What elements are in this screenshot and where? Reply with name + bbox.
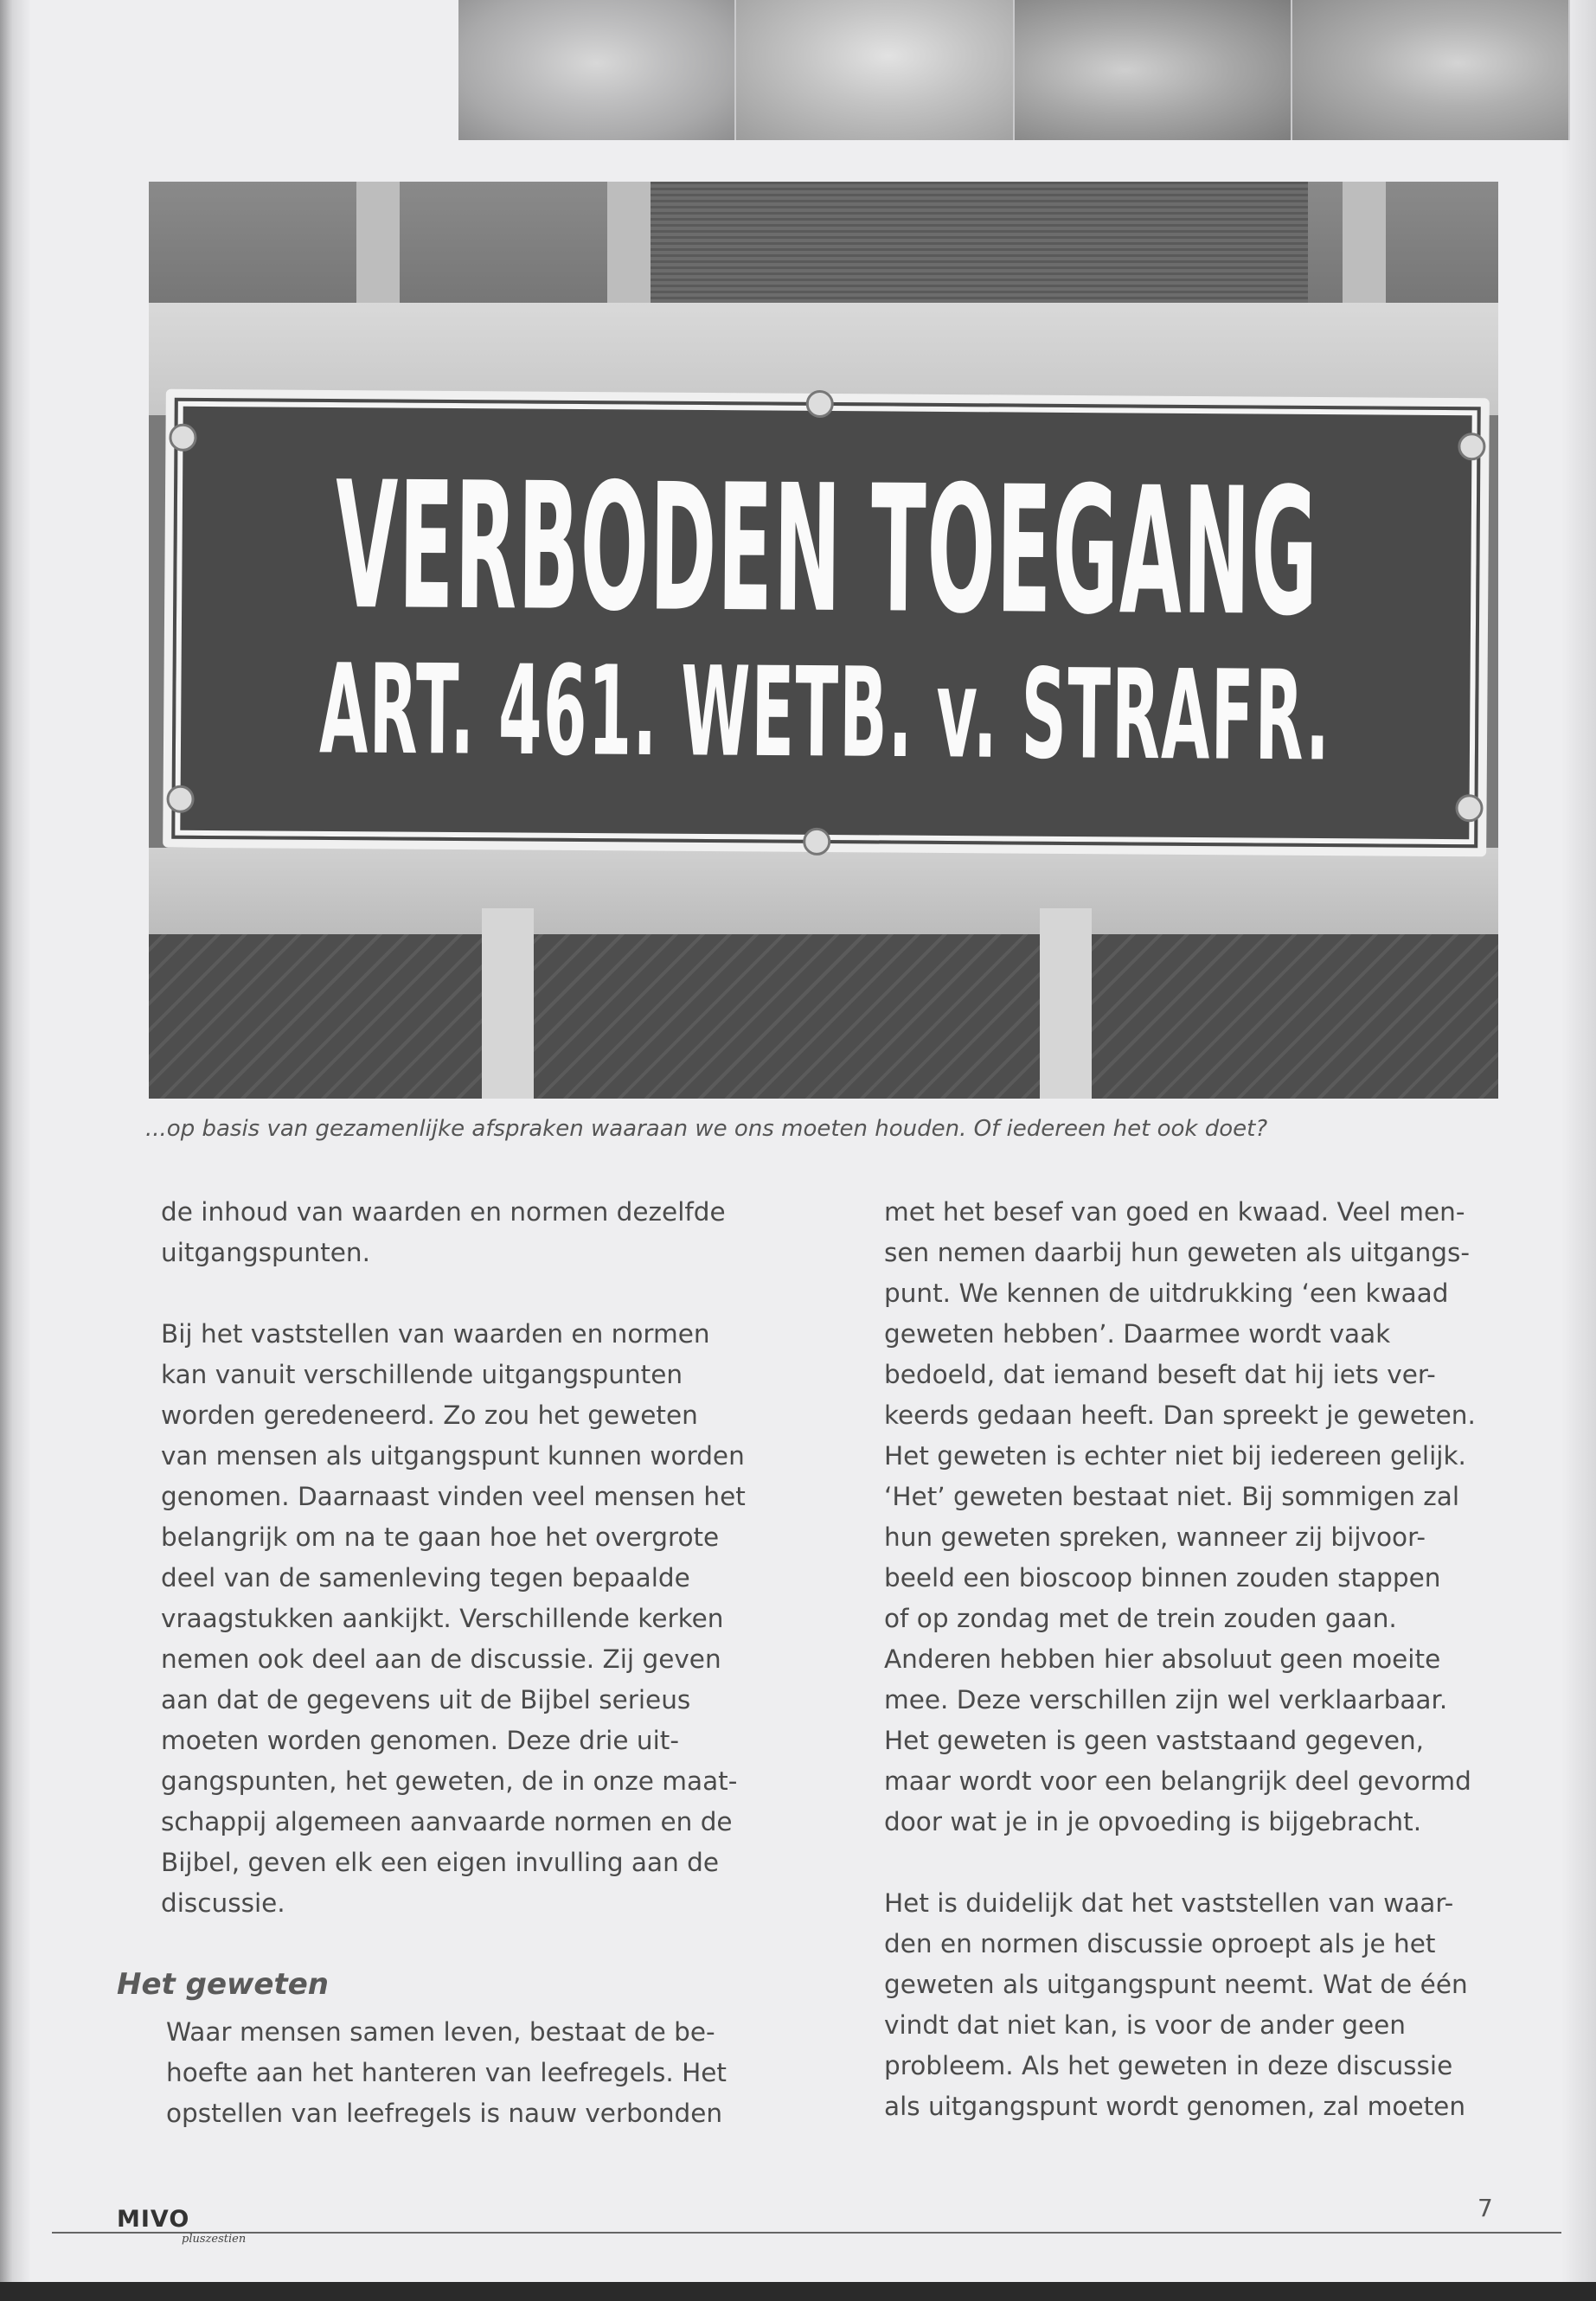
- header-photo: [458, 0, 736, 140]
- photo-rail-lower: [149, 848, 1498, 934]
- text-line: door wat je in je opvoeding is bijgebracht.: [884, 1807, 1422, 1836]
- header-photo: [1015, 0, 1292, 140]
- header-photo: [1292, 0, 1570, 140]
- text-line: opstellen van leefregels is nauw verbonden: [166, 2099, 723, 2128]
- text-line: keerds gedaan heeft. Dan spreekt je geweten.: [884, 1400, 1476, 1430]
- right-column: [884, 1192, 1507, 2127]
- publisher-logo: MIVO: [117, 2206, 190, 2233]
- photo-pavement: [149, 926, 1498, 1099]
- text-line: met het besef van goed en kwaad. Veel men-: [884, 1197, 1465, 1227]
- text-line: geweten hebben’. Daarmee wordt vaak: [884, 1319, 1391, 1349]
- text-line: ‘Het’ geweten bestaat niet. Bij sommigen zal: [884, 1482, 1460, 1511]
- text-line: bedoeld, dat iemand beseft dat hij iets ver-: [884, 1360, 1436, 1389]
- sign-title: VERBODEN TOEGANG: [334, 445, 1319, 656]
- text-line: Anderen hebben hier absoluut geen moeite: [884, 1644, 1441, 1674]
- text-line: van mensen als uitgangspunt kunnen worden: [161, 1441, 745, 1471]
- publisher-logo-subtitle: pluszestien: [182, 2233, 247, 2246]
- header-photo-strip: [458, 0, 1570, 140]
- text-line: Het geweten is geen vaststaand gegeven,: [884, 1726, 1425, 1755]
- sign-photo: [149, 182, 1498, 1099]
- section-heading: Het geweten: [117, 1967, 329, 2002]
- text-line: schappij algemeen aanvaarde normen en de: [161, 1807, 733, 1836]
- text-line: sen nemen daarbij hun geweten als uitgangs-: [884, 1238, 1471, 1267]
- paragraph: [884, 1192, 1507, 1843]
- text-line: aan dat de gegevens uit de Bijbel serieus: [161, 1685, 691, 1715]
- paragraph: [166, 2012, 789, 2134]
- text-line: nemen ook deel aan de discussie. Zij geven: [161, 1644, 721, 1674]
- paragraph: [161, 1314, 784, 1924]
- text-line: mee. Deze verschillen zijn wel verklaarbaar.: [884, 1685, 1448, 1715]
- text-line: probleem. Als het geweten in deze discussie: [884, 2051, 1453, 2080]
- text-line: beeld een bioscoop binnen zouden stappen: [884, 1563, 1441, 1593]
- text-line: Bij het vaststellen van waarden en normen: [161, 1319, 710, 1349]
- text-line: belangrijk om na te gaan hoe het overgrote: [161, 1522, 720, 1552]
- page-edge-shadow: [1561, 0, 1596, 2301]
- text-line: geweten als uitgangspunt neemt. Wat de één: [884, 1970, 1468, 1999]
- sign-bolt: [166, 785, 194, 813]
- text-line: Bijbel, geven elk een eigen invulling aan de: [161, 1848, 720, 1877]
- text-line: moeten worden genomen. Deze drie uit-: [161, 1726, 679, 1755]
- sign-panel: [175, 401, 1477, 844]
- text-line: worden geredeneerd. Zo zou het geweten: [161, 1400, 698, 1430]
- text-line: de inhoud van waarden en normen dezelfde: [161, 1197, 726, 1227]
- sign-bolt: [806, 390, 834, 418]
- photo-caption: ...op basis van gezamenlijke afspraken waaraan we ons moeten houden. Of iedereen het ook doet?: [145, 1116, 1268, 1142]
- text-line: kan vanuit verschillende uitgangspunten: [161, 1360, 683, 1389]
- text-line: vindt dat niet kan, is voor de ander geen: [884, 2010, 1406, 2040]
- footer-rule: [52, 2232, 1561, 2234]
- page-number: 7: [1477, 2194, 1493, 2222]
- text-line: maar wordt voor een belangrijk deel gevormd: [884, 1766, 1471, 1796]
- text-line: hoefte aan het hanteren van leefregels. Het: [166, 2058, 727, 2087]
- text-line: den en normen discussie oproept als je het: [884, 1929, 1436, 1958]
- page-gutter-shadow: [0, 0, 31, 2301]
- text-line: of op zondag met de trein zouden gaan.: [884, 1604, 1397, 1633]
- text-line: Het is duidelijk dat het vaststellen van waar-: [884, 1888, 1454, 1918]
- text-line: uitgangspunten.: [161, 1238, 370, 1267]
- photo-shutter: [633, 182, 1308, 320]
- sign-post: [482, 908, 534, 1099]
- text-line: Waar mensen samen leven, bestaat de be-: [166, 2017, 715, 2047]
- text-line: hun geweten spreken, wanneer zij bijvoor-: [884, 1522, 1426, 1552]
- text-line: discussie.: [161, 1888, 285, 1918]
- sign-post: [1040, 908, 1092, 1099]
- sign-bolt: [803, 828, 830, 856]
- text-line: als uitgangspunt wordt genomen, zal moeten: [884, 2092, 1466, 2121]
- warning-sign: [163, 389, 1490, 857]
- left-column: [161, 1192, 784, 1965]
- text-line: gangspunten, het geweten, de in onze maat-: [161, 1766, 738, 1796]
- section-body: [166, 2012, 789, 2134]
- text-line: genomen. Daarnaast vinden veel mensen het: [161, 1482, 746, 1511]
- page-bottom-edge: [0, 2282, 1596, 2301]
- text-line: vraagstukken aankijkt. Verschillende kerken: [161, 1604, 724, 1633]
- text-line: Het geweten is echter niet bij iedereen gelijk.: [884, 1441, 1466, 1471]
- paragraph: [884, 1883, 1507, 2127]
- text-line: deel van de samenleving tegen bepaalde: [161, 1563, 690, 1593]
- text-line: punt. We kennen de uitdrukking ‘een kwaad: [884, 1279, 1449, 1308]
- paragraph: [161, 1192, 784, 1273]
- sign-bolt: [169, 424, 196, 452]
- header-photo: [736, 0, 1014, 140]
- sign-bolt: [1458, 433, 1485, 460]
- sign-bolt: [1455, 794, 1483, 822]
- sign-subtitle: ART. 461. WETB. v. STRAFR.: [319, 637, 1332, 789]
